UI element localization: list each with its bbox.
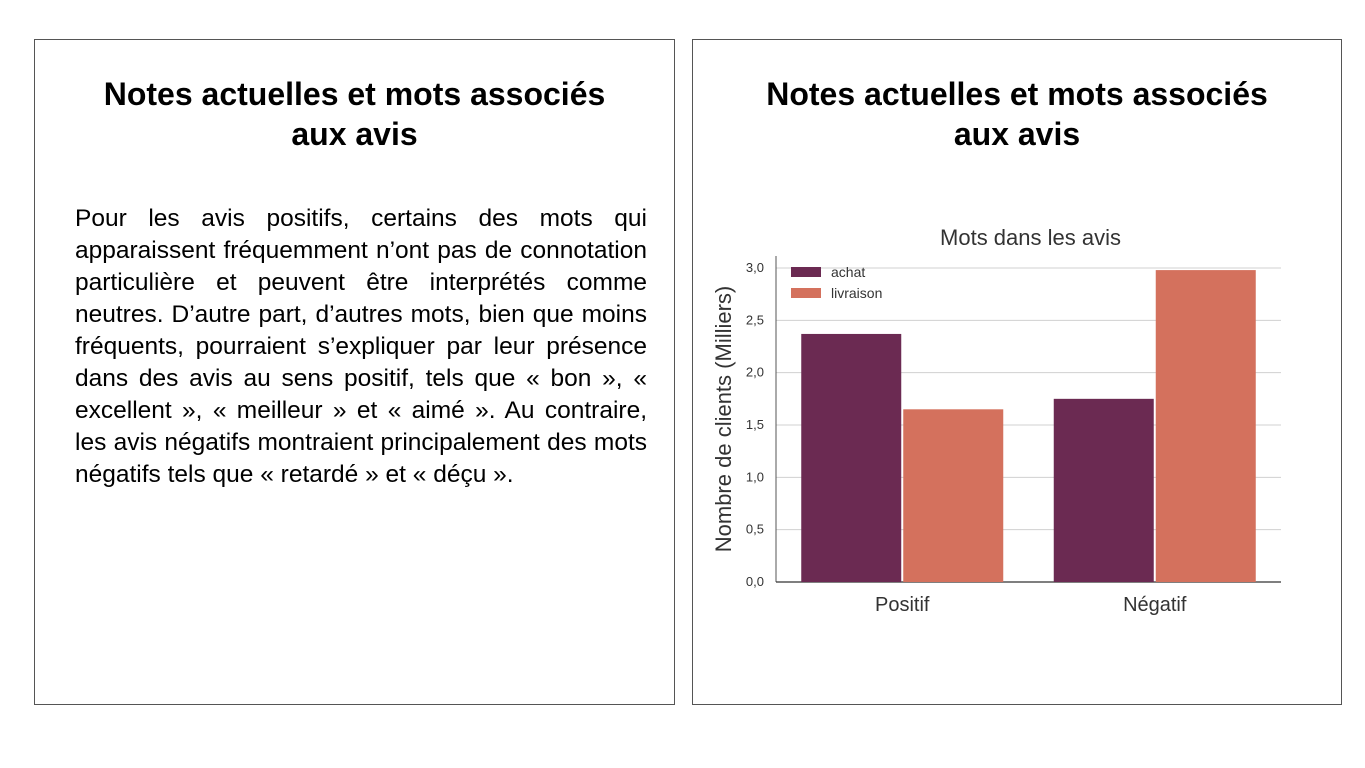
description-paragraph: Pour les avis positifs, certains des mots qui apparaissent fréquemment n’ont pas de connotation particulière et peuvent être interprétés comme neutres. D’autre part, d’autres mots, bien que moins fréquents, pourraient s’expliquer par leur présence dans des avis au sens positif, tels que « bon », « excellent », « meilleur » et « aimé ». Au contraire, les avis négatifs montraient principalement des mots négatifs tels que « retardé » et « déçu ». xyxy=(75,205,647,488)
legend-swatch-livraison xyxy=(791,288,821,298)
bar-chart xyxy=(693,40,1341,704)
left-title-line2: aux avis xyxy=(291,116,418,152)
right-panel xyxy=(692,39,1342,705)
right-title-line2: aux avis xyxy=(953,116,1081,152)
y-tick-label: 1,0 xyxy=(745,469,764,485)
y-tick-label: 2,5 xyxy=(745,312,764,328)
y-tick-label: 0,5 xyxy=(745,521,764,537)
left-panel xyxy=(34,39,675,705)
legend-swatch-achat xyxy=(791,267,821,277)
y-tick-label: 0,0 xyxy=(745,574,764,589)
legend-label-livraison: livraison xyxy=(831,285,883,301)
y-tick-label: 2,0 xyxy=(745,364,764,380)
x-tick-label: Négatif xyxy=(1123,594,1187,616)
bar-livraison-positif xyxy=(903,409,1003,582)
x-tick-label: Positif xyxy=(875,594,930,616)
chart-title: Mots dans les avis xyxy=(940,225,1121,250)
left-panel-title xyxy=(35,74,674,154)
y-tick-label: 1,5 xyxy=(745,417,764,432)
left-title-line1: Notes actuelles et mots associés xyxy=(103,76,606,112)
y-tick-label: 3,0 xyxy=(745,260,764,275)
right-title-line1: Notes actuelles et mots associés xyxy=(766,76,1268,112)
legend-label-achat: achat xyxy=(831,264,866,280)
bar-livraison-négatif xyxy=(1156,270,1256,582)
y-axis-label: Nombre de clients (Milliers) xyxy=(711,285,736,553)
bar-achat-négatif xyxy=(1054,399,1154,582)
bar-achat-positif xyxy=(801,334,901,582)
